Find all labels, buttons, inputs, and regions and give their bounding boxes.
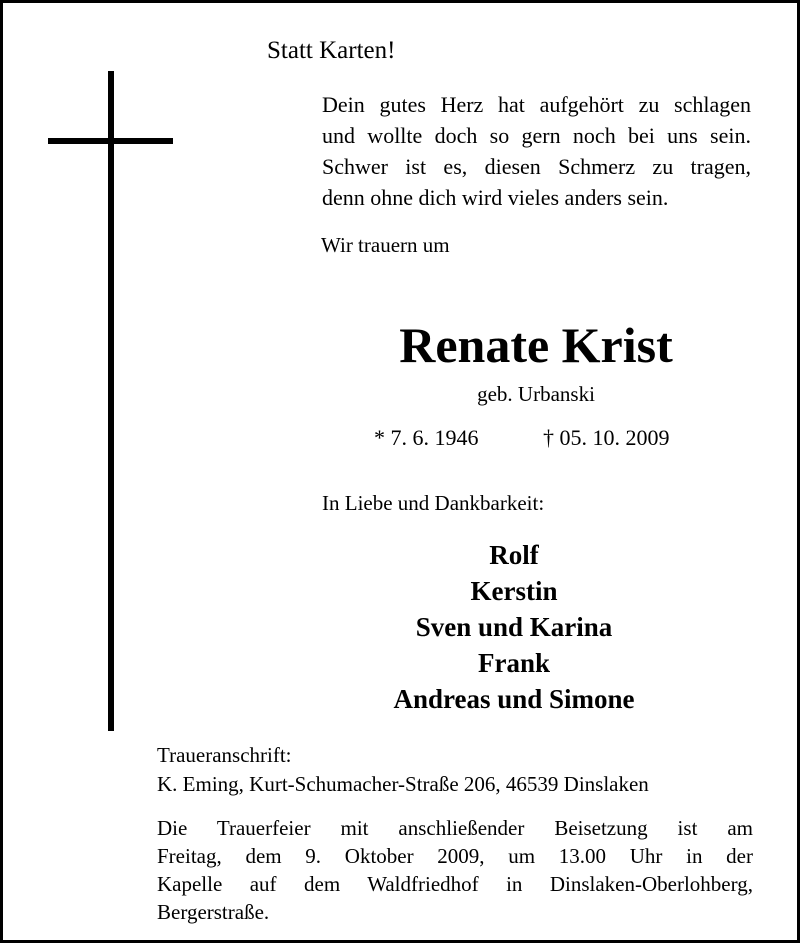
birth-name: geb. Urbanski (477, 382, 595, 406)
mourning-intro: Wir trauern um (321, 233, 450, 257)
funeral-line: Bergerstraße. (157, 900, 270, 924)
family-intro: In Liebe und Dankbarkeit: (322, 491, 545, 515)
deceased-name: Renate Krist (399, 317, 673, 373)
cross-icon-horizontal-bar (48, 138, 173, 144)
family-member: Andreas und Simone (393, 684, 635, 714)
mourning-address (157, 741, 649, 799)
funeral-line: Kapelle auf dem Waldfriedhof in Dinslaken-Oberlohberg, (157, 872, 753, 896)
poem (322, 89, 751, 213)
family-list (303, 537, 725, 717)
cross-icon-vertical-bar (108, 71, 114, 731)
birth-date: * 7. 6. 1946 (374, 425, 479, 450)
death-date: † 05. 10. 2009 (543, 425, 670, 450)
poem-line: Schwer ist es, diesen Schmerz zu tragen, (322, 154, 751, 179)
address-label: Traueranschrift: (157, 743, 292, 767)
funeral-line: Freitag, dem 9. Oktober 2009, um 13.00 Uhr in der (157, 844, 753, 868)
address-line: K. Eming, Kurt-Schumacher-Straße 206, 46539 Dinslaken (157, 772, 649, 796)
family-member: Kerstin (470, 576, 558, 606)
funeral-line: Die Trauerfeier mit anschließender Beisetzung ist am (157, 816, 753, 840)
family-member: Rolf (489, 540, 539, 570)
header-text: Statt Karten! (267, 37, 396, 64)
funeral-info (157, 814, 753, 926)
poem-line: denn ohne dich wird vieles anders sein. (322, 185, 669, 210)
family-member: Frank (477, 648, 550, 678)
poem-line: und wollte doch so gern noch bei uns sein. (322, 123, 751, 148)
poem-line: Dein gutes Herz hat aufgehört zu schlagen (322, 92, 751, 117)
family-member: Sven und Karina (415, 612, 613, 642)
